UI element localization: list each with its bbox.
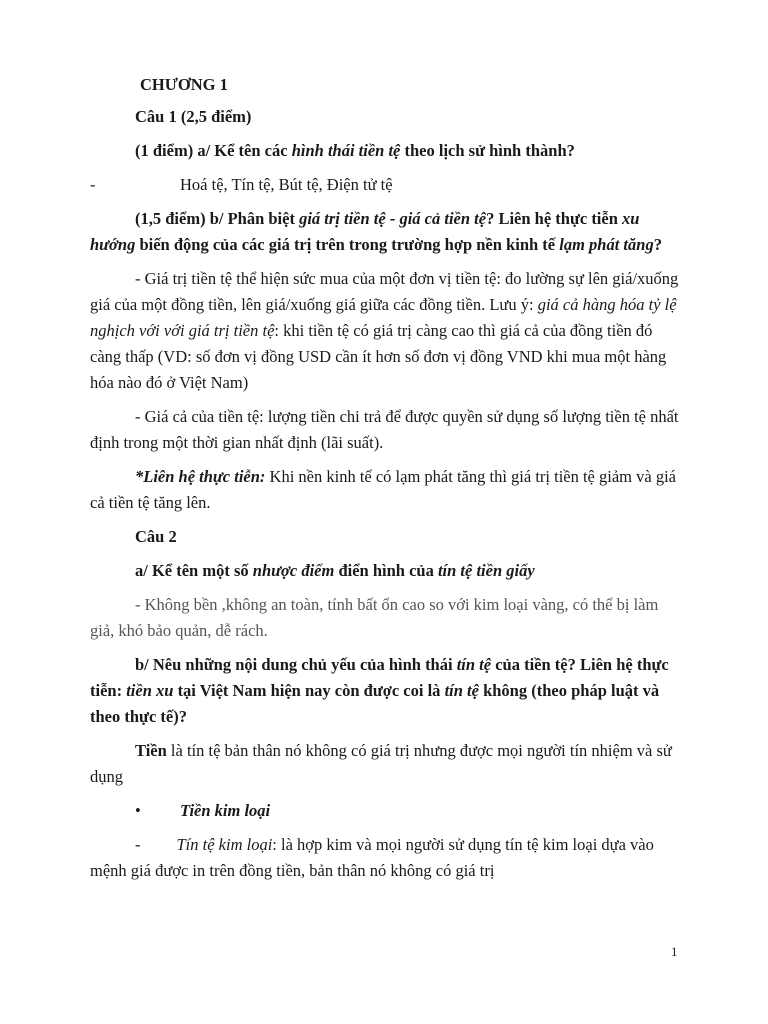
q1b-part-4: ? xyxy=(653,235,662,254)
question-2a xyxy=(90,558,682,584)
practice-text: Khi nền kinh tế có lạm phát tăng thì giá trị tiền tệ giảm và giá cả tiền tệ tăng lên. xyxy=(90,467,676,512)
metal-credit-text: : là hợp kim và mọi người sử dụng tín tệ kim loại dựa vào mệnh giá được in trên đồng tiền, bản thân nó không có giá trị xyxy=(90,835,654,880)
q1b-italic-1: giá trị tiền tệ - giá cả tiền tệ xyxy=(299,209,487,228)
money-definition: là tín tệ bản thân nó không có giá trị nhưng được mọi người tín nhiệm và sử dụng xyxy=(90,741,672,786)
q2b-part-3: tại Việt Nam hiện nay còn được coi là xyxy=(173,681,445,700)
bullet-item-metal-money xyxy=(90,798,682,824)
dash-marker: - xyxy=(90,175,96,194)
q1b-italic-2: xu hướng xyxy=(90,209,640,254)
question-1-title: Câu 1 (2,5 điểm) xyxy=(135,107,252,126)
chapter-heading: CHƯƠNG 1 xyxy=(140,75,228,94)
question-1b xyxy=(90,206,682,258)
dash-item-metal-credit xyxy=(90,832,682,884)
q2a-italic-1: nhược điểm xyxy=(252,561,335,580)
question-2-title: Câu 2 xyxy=(135,527,177,546)
ans1-part-1: - Giá trị tiền tệ thể hiện sức mua của một đơn vị tiền tệ: đo lường sự lên giá/xuống giá của một đồng tiền, lên giá/xuống giá giữa các đồng tiền. Lưu ý: xyxy=(90,269,679,314)
question-1a xyxy=(90,138,682,164)
q2a-part-1: a/ Kể tên một số xyxy=(135,561,253,580)
money-term: Tiền xyxy=(135,741,167,760)
question-1b-answer-1 xyxy=(90,266,682,396)
q2b-part-1: b/ Nêu những nội dung chủ yếu của hình thái xyxy=(135,655,457,674)
q2b-italic-2: tiền xu xyxy=(126,681,174,700)
bullet-marker: • xyxy=(135,801,141,820)
q1b-part-3: biến động của các giá trị trên trong trường hợp nền kinh tế xyxy=(135,235,560,254)
q2b-italic-3: tín tệ xyxy=(444,681,479,700)
page-number: 1 xyxy=(671,944,678,959)
q2a-italic-2: tín tệ tiền giấy xyxy=(437,561,535,580)
q1b-part-2: ? Liên hệ thực tiễn xyxy=(486,209,623,228)
q1a-italic: hình thái tiền tệ xyxy=(291,141,401,160)
q1a-prefix: (1 điểm) a/ Kể tên các xyxy=(135,141,292,160)
q1a-suffix: theo lịch sử hình thành? xyxy=(400,141,575,160)
question-1a-answer xyxy=(90,172,682,198)
ans1-part-2: : khi tiền tệ có giá trị càng cao thì giá cả của đồng tiền đó càng thấp (VD: số đơn vị đồng USD cần ít hơn số đơn vị đồng VND khi mua một hàng hóa nào đó ở Việt Nam) xyxy=(90,321,667,392)
document-body xyxy=(90,72,682,892)
q1b-italic-3: lạm phát tăng xyxy=(559,235,654,254)
ans1-italic: giá cả hàng hóa tỷ lệ nghịch với với giá trị tiền tệ xyxy=(90,295,677,340)
question-1b-answer-3 xyxy=(90,464,682,516)
dash-marker-2: - xyxy=(135,835,141,854)
q1b-part-1: (1,5 điểm) b/ Phân biệt xyxy=(135,209,300,228)
question-1b-answer-2: - Giá cả của tiền tệ: lượng tiền chi trả để được quyền sử dụng số lượng tiền tệ nhất định trong một thời gian nhất định (lãi suất). xyxy=(90,407,679,452)
bullet-text: Tiền kim loại xyxy=(180,801,271,820)
question-2b-answer-1 xyxy=(90,738,682,790)
q2b-part-4: không (theo pháp luật và theo thực tế)? xyxy=(90,681,660,726)
metal-credit-term: Tín tệ kim loại xyxy=(176,835,273,854)
q2b-part-2: của tiền tệ? Liên hệ thực tiễn: xyxy=(90,655,669,700)
practice-label: *Liên hệ thực tiễn: xyxy=(135,467,266,486)
question-2a-answer: - Không bền ,không an toàn, tính bất ổn cao so với kim loại vàng, có thể bị làm giả, khó bảo quản, dễ rách. xyxy=(90,595,659,640)
q2b-italic-1: tín tệ xyxy=(456,655,492,674)
answer-text: Hoá tệ, Tín tệ, Bút tệ, Điện tử tệ xyxy=(180,175,393,194)
q2a-part-2: điển hình của xyxy=(334,561,438,580)
question-2b xyxy=(90,652,682,730)
